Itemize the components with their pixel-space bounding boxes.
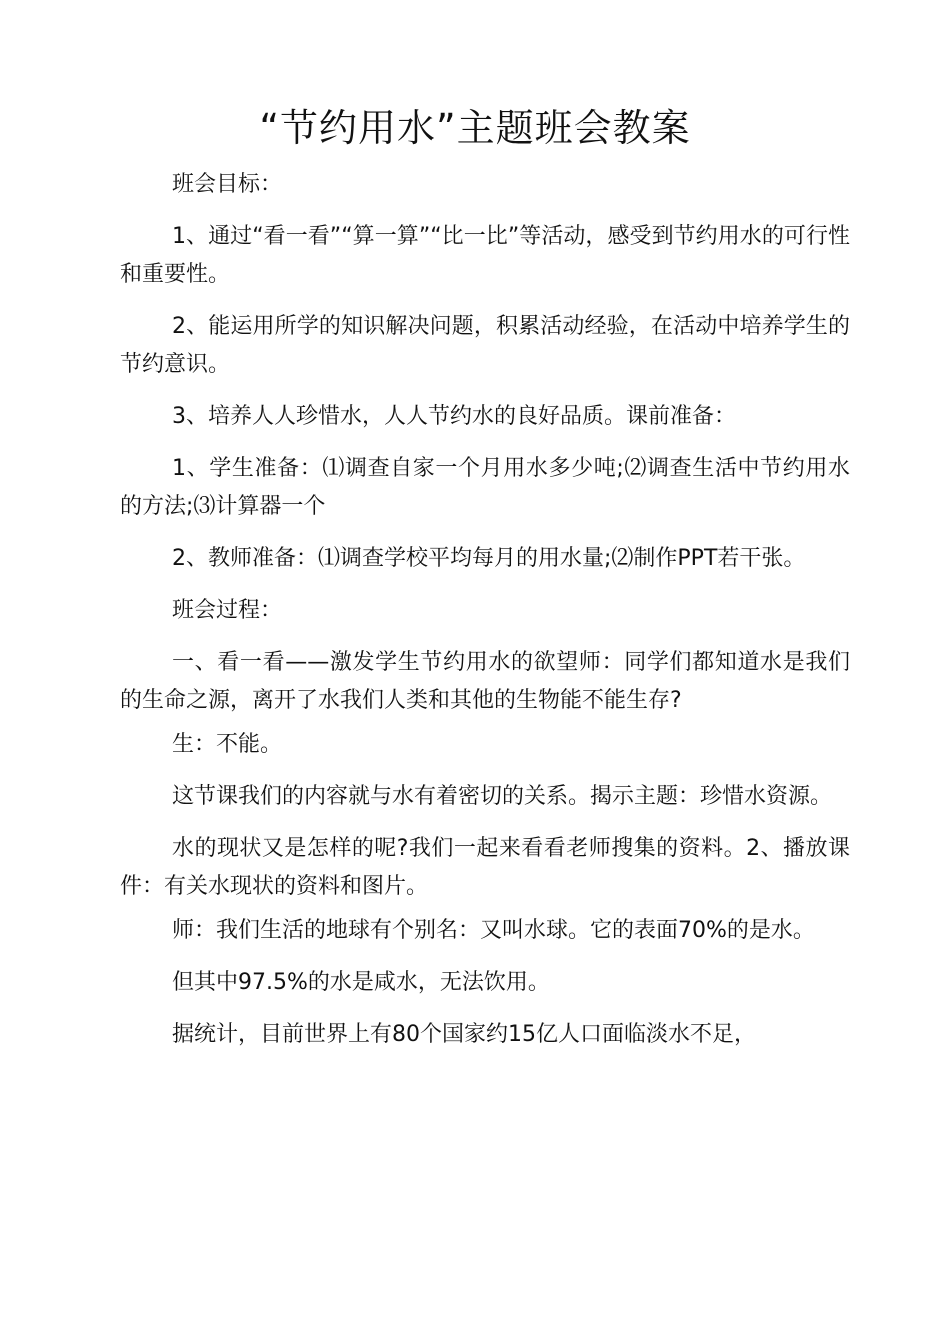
paragraph-water-status: 水的现状又是怎样的呢?我们一起来看看老师搜集的资料。2、播放课件：有关水现状的资料和图片。 xyxy=(120,836,850,899)
paragraph-process-heading: 班会过程： xyxy=(172,598,283,623)
paragraph-statistics: 据统计，目前世界上有80个国家约15亿人口面临淡水不足， xyxy=(172,1022,756,1047)
paragraph-prep-teacher: 2、教师准备：⑴调查学校平均每月的用水量;⑵制作PPT若干张。 xyxy=(172,546,806,571)
paragraph-topic: 这节课我们的内容就与水有着密切的关系。揭示主题：珍惜水资源。 xyxy=(172,784,833,809)
document-title: “节约用水”主题班会教案 xyxy=(259,106,691,150)
paragraph-prep-student: 1、学生准备：⑴调查自家一个月用水多少吨;⑵调查生活中节约用水的方法;⑶计算器一个 xyxy=(120,456,850,519)
paragraph-objective-1: 1、通过“看一看”“算一算”“比一比”等活动，感受到节约用水的可行性和重要性。 xyxy=(120,224,850,287)
paragraph-objective-2: 2、能运用所学的知识解决问题，积累活动经验，在活动中培养学生的节约意识。 xyxy=(120,314,850,377)
paragraph-student-answer: 生：不能。 xyxy=(172,732,283,757)
paragraph-earth: 师：我们生活的地球有个别名：又叫水球。它的表面70%的是水。 xyxy=(172,918,815,943)
paragraph-objectives-heading: 班会目标： xyxy=(172,172,283,197)
paragraph-salt-water: 但其中97.5%的水是咸水，无法饮用。 xyxy=(172,970,550,995)
paragraph-objective-3: 3、培养人人珍惜水，人人节约水的良好品质。课前准备： xyxy=(172,404,736,429)
document-body xyxy=(120,166,850,1068)
paragraph-step-1: 一、看一看——激发学生节约用水的欲望师：同学们都知道水是我们的生命之源，离开了水我们人类和其他的生物能不能生存? xyxy=(120,650,850,713)
